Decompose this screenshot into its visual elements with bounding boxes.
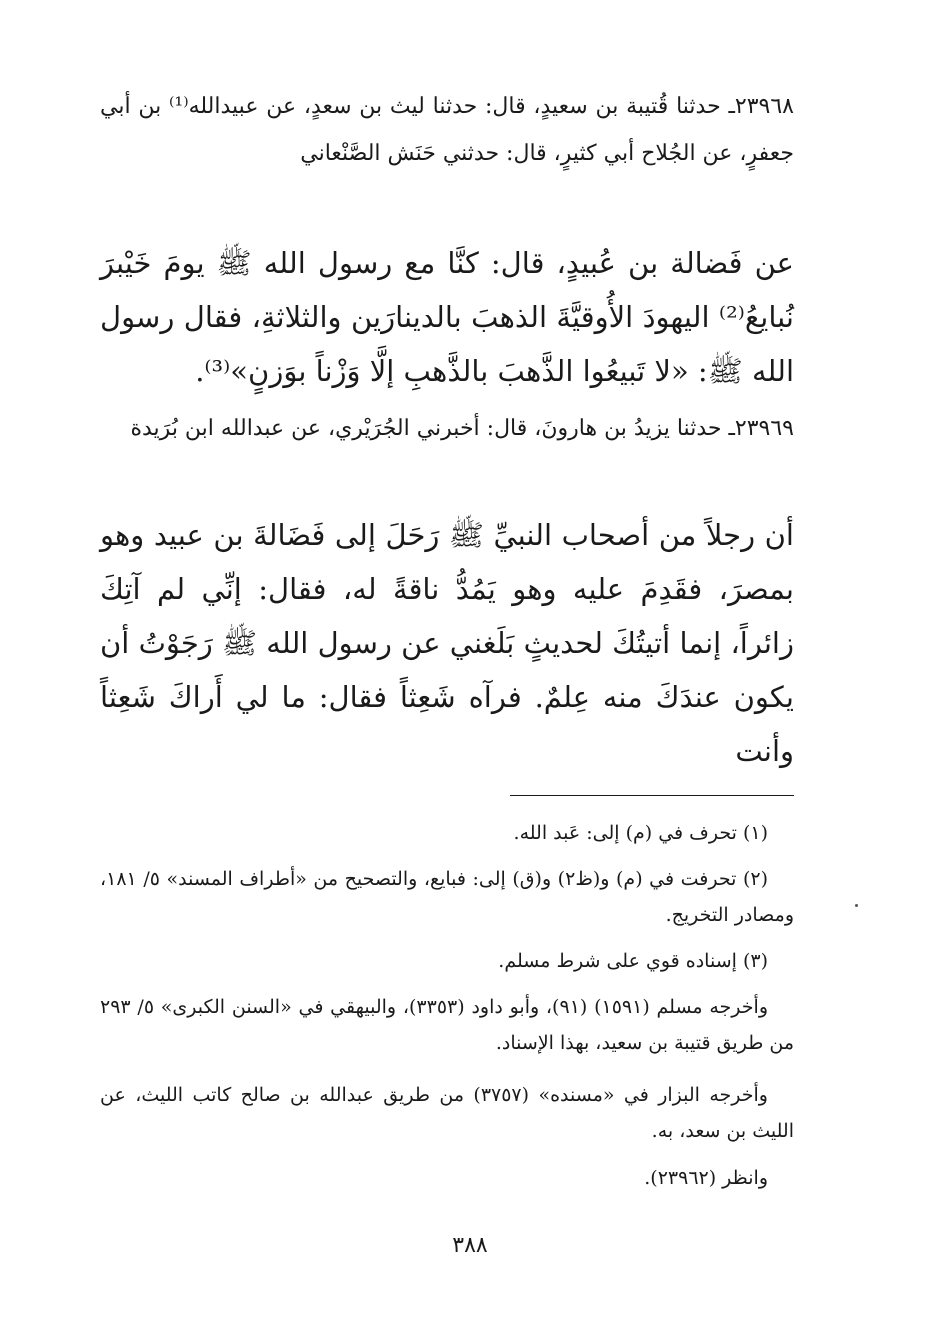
footnote-3-see-also: وانظر (٢٣٩٦٢).: [644, 1167, 768, 1189]
scan-speck: [855, 904, 858, 907]
page-number: ٣٨٨: [452, 1233, 488, 1258]
footnote-separator: [510, 795, 794, 796]
hadith-23968-isnad: ٢٣٩٦٨ـ حدثنا قُتيبة بن سعيدٍ، قال: حدثنا ليث بن سعدٍ، عن عبيدالله⁽¹⁾ بن أبي جعفرٍ، عن الجُلاح أبي كثيرٍ، قال: حدثني حَنَش الصَّنْعاني: [100, 94, 794, 166]
hadith-23969-isnad: ٢٣٩٦٩ـ حدثنا يزيدُ بن هارونَ، قال: أخبرني الجُرَيْري، عن عبدالله ابن بُرَيدة: [130, 416, 794, 441]
hadith-23969-matn: أن رجلاً من أصحاب النبيِّ ﷺ رَحَلَ إلى فَضَالةَ بن عبيد وهو بمصرَ، فقَدِمَ عليه وهو يَمُدُّ ناقةً له، فقال: إنِّي لم آتِكَ زائراً، إنما أتيتُكَ لحديثٍ بَلَغني عن رسول الله ﷺ رَجَوْتُ أن يكون عندَكَ منه عِلمٌ. فرآه شَعِثاً فقال: ما لي أَراكَ شَعِثاً وأنت: [100, 518, 794, 768]
hadith-23968-matn: عن فَضالة بن عُبيدٍ، قال: كنَّا مع رسول الله ﷺ يومَ خَيْبرَ نُبايعُ⁽²⁾ اليهودَ الأُوقيَّةَ الذهبَ بالدينارَين والثلاثةِ، فقال رسول الله ﷺ: «لا تَبيعُوا الذَّهبَ بالذَّهبِ إلَّا وَزْناً بوَزنٍ»⁽³⁾.: [100, 246, 794, 388]
footnote-2: (٢) تحرفت في (م) و(ظ٢) و(ق) إلى: فبايع، والتصحيح من «أطراف المسند» ٥/ ١٨١، ومصادر التخريج.: [100, 868, 794, 926]
footnote-1: (١) تحرف في (م) إلى: عَبد الله.: [513, 822, 768, 844]
footnote-3: (٣) إسناده قوي على شرط مسلم.: [498, 950, 768, 972]
footnote-3-takhrij-muslim: وأخرجه مسلم (١٥٩١) (٩١)، وأبو داود (٣٣٥٣)، والبيهقي في «السنن الكبرى» ٥/ ٢٩٣ من طريق قتيبة بن سعيد، بهذا الإسناد.: [100, 996, 794, 1054]
footnote-3-takhrij-bazzar: وأخرجه البزار في «مسنده» (٣٧٥٧) من طريق عبدالله بن صالح كاتب الليث، عن الليث بن سعد، به.: [100, 1084, 794, 1142]
